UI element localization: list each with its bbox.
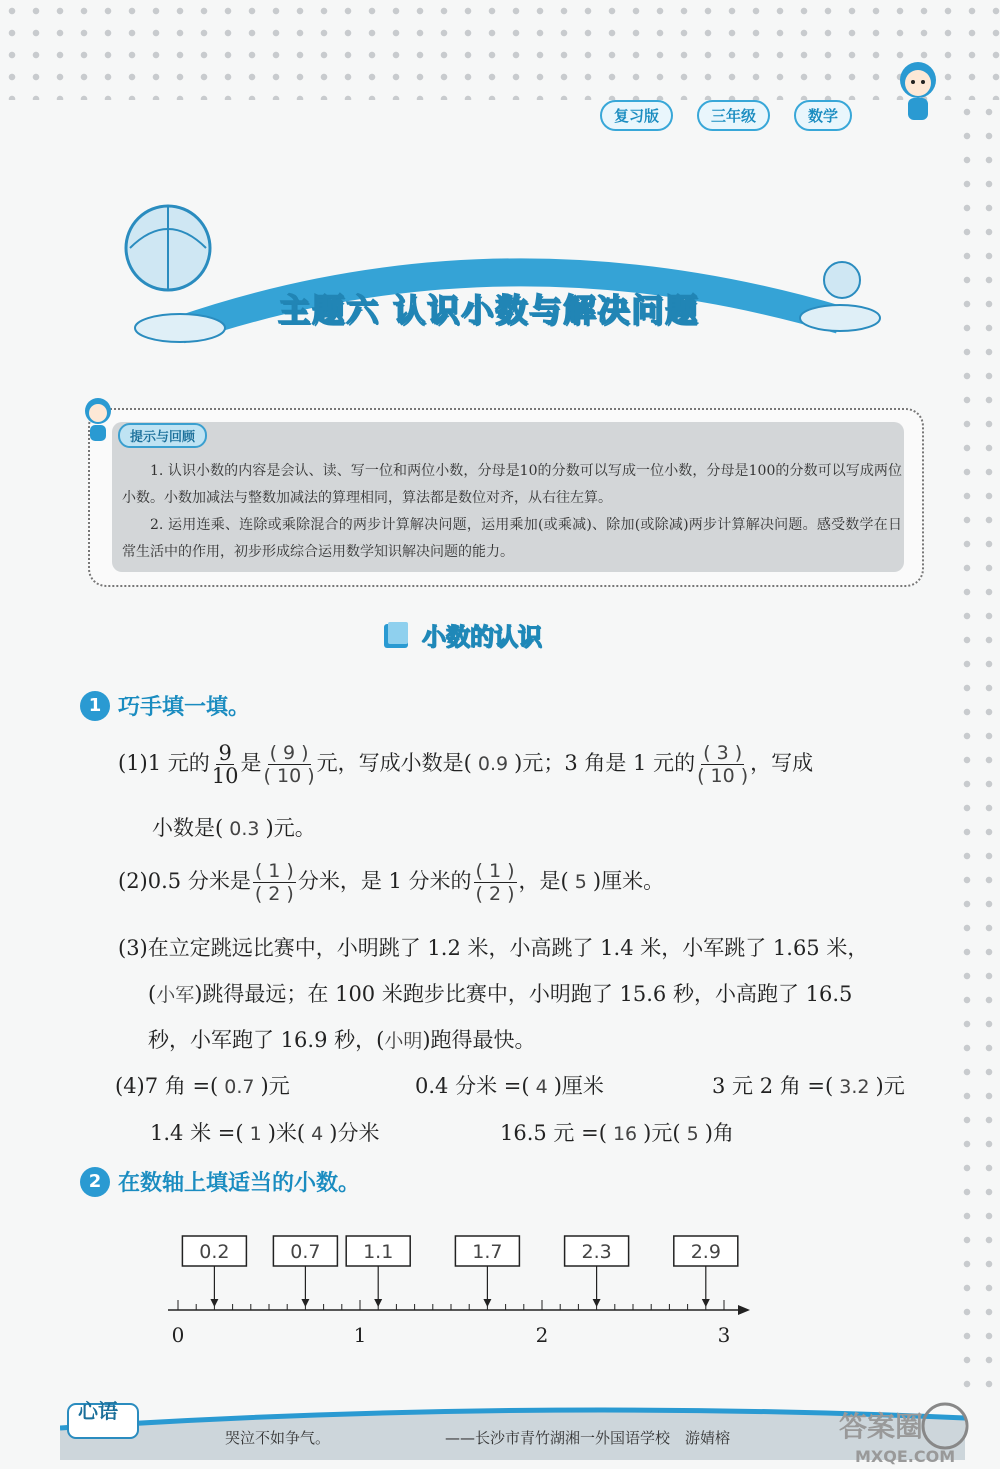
text: (	[148, 982, 157, 1006]
page-title: 主题六 认识小数与解决问题	[278, 291, 700, 329]
subject-badge: 数学	[794, 100, 852, 131]
axis-tick-label: 1	[353, 1323, 367, 1347]
text: ，是(	[518, 869, 569, 893]
answer: 0.3	[223, 818, 266, 840]
q1-part4-item	[500, 1117, 734, 1147]
pointer-arrowhead	[593, 1299, 601, 1307]
text: 16.5 元 =(	[500, 1121, 607, 1145]
text: )厘米。	[592, 869, 665, 893]
text: )元。	[265, 816, 316, 840]
tips-paragraph: 2. 运用连乘、连除或乘除混合的两步计算解决问题，运用乘加(或乘减)、除加(或除减)两步计算解决问题。感受数学在日常生活中的作用，初步形成综合运用数学知识解决问题的能力。	[122, 517, 902, 560]
dotted-border-right	[956, 100, 1000, 1390]
answer: 3.2	[833, 1076, 876, 1098]
text: )跑得最快。	[422, 1028, 536, 1052]
section-title-text: 小数的认识	[422, 623, 542, 651]
watermark-logo	[835, 1398, 975, 1468]
text: )元	[875, 1074, 905, 1098]
answer: 小明	[384, 1030, 423, 1052]
text: )元(	[643, 1121, 681, 1145]
question-title: 在数轴上填适当的小数。	[118, 1171, 361, 1196]
grade-badge: 三年级	[697, 100, 770, 131]
q1-part1-line2	[152, 812, 316, 842]
numerator: ( 3 )	[703, 742, 743, 764]
answer: 16	[606, 1123, 644, 1145]
numerator: ( 1 )	[254, 860, 294, 882]
denominator: ( 2 )	[254, 883, 294, 905]
question-1-heading	[80, 690, 250, 721]
text: 1.4 米 =(	[150, 1121, 244, 1145]
question-number: 2	[80, 1167, 110, 1197]
q1-part4-item	[415, 1070, 604, 1100]
text: 3 元 2 角 =(	[712, 1074, 834, 1098]
q1-part3-line3	[148, 1024, 536, 1054]
pointer-arrowhead	[301, 1299, 309, 1307]
axis-tick-label: 3	[717, 1323, 731, 1347]
tips-paragraph: 1. 认识小数的内容是会认、读、写一位和两位小数，分母是10的分数可以写成一位小数，分母是100的分数可以写成两位小数。小数加减法与整数加减法的算理相同，算法都是数位对齐，从右往左算。	[122, 463, 902, 506]
watermark-text: 答案圈	[839, 1410, 924, 1443]
text: )角	[704, 1121, 734, 1145]
edition-badge: 复习版	[600, 100, 673, 131]
text: )元；3 角是 1 元的	[514, 751, 696, 775]
q1-part4-item	[115, 1070, 290, 1100]
pointer-arrowhead	[483, 1299, 491, 1307]
denominator: ( 10 )	[697, 765, 749, 787]
text: (1)1 元的	[118, 751, 210, 775]
answer: 小军	[156, 984, 195, 1006]
answer-box-value: 1.1	[363, 1241, 394, 1263]
text: )分米	[329, 1121, 380, 1145]
axis-tick-label: 2	[535, 1323, 549, 1347]
text: )厘米	[553, 1074, 604, 1098]
q1-part2	[118, 860, 664, 905]
answer-box-value: 1.7	[472, 1241, 503, 1263]
text: (4)7 角 =(	[115, 1074, 219, 1098]
dotted-border-top	[0, 0, 1000, 100]
denominator: 10	[211, 764, 239, 788]
answer: 1	[243, 1123, 268, 1145]
axis-tick-label: 0	[171, 1323, 185, 1347]
axis-arrow	[738, 1305, 750, 1315]
number-line	[160, 1230, 760, 1355]
answer: 0.9	[471, 753, 515, 775]
q1-part3-line1: (3)在立定跳远比赛中，小明跳了 1.2 米，小高跳了 1.4 米，小军跳了 1.65 米，	[118, 936, 869, 960]
girl-mascot-icon	[895, 58, 941, 128]
denominator: ( 10 )	[263, 765, 315, 787]
text: 元，写成小数是(	[316, 751, 472, 775]
footer-quote: 哭泣不如争气。	[225, 1429, 331, 1447]
question-title: 巧手填一填。	[118, 695, 251, 720]
text: )米(	[267, 1121, 306, 1145]
fraction-answer	[264, 742, 315, 787]
footer-author: ——长沙市青竹湖湘一外国语学校 游婧榕	[445, 1429, 731, 1447]
answer: 0.7	[218, 1076, 261, 1098]
tips-text	[122, 458, 902, 566]
text: ，写成	[750, 751, 814, 775]
answer: 4	[305, 1123, 330, 1145]
pointer-arrowhead	[374, 1299, 382, 1307]
pointer-arrowhead	[210, 1299, 218, 1307]
title-banner-art	[120, 200, 890, 360]
answer-box-value: 0.2	[199, 1241, 230, 1263]
watermark-url: MXQE.COM	[855, 1447, 956, 1466]
numerator: 9	[218, 741, 232, 765]
answer-box-value: 2.3	[581, 1241, 612, 1263]
answer: 5	[680, 1123, 705, 1145]
fraction-answer	[474, 860, 517, 905]
q1-part3-line2	[148, 978, 852, 1008]
fraction	[212, 742, 239, 787]
footer-label: 心语	[78, 1399, 118, 1423]
fraction-answer	[253, 860, 296, 905]
answer-box-value: 0.7	[290, 1241, 321, 1263]
q1-part4-item	[150, 1117, 379, 1147]
text: 0.4 分米 =(	[415, 1074, 530, 1098]
text: )元	[260, 1074, 290, 1098]
text: 秒，小军跑了 16.9 秒，(	[148, 1028, 385, 1052]
tips-girl-icon	[78, 395, 118, 445]
text: 分米，是 1 分米的	[297, 869, 472, 893]
question-number: 1	[80, 691, 110, 721]
fraction-answer	[697, 742, 748, 787]
answer: 5	[568, 871, 593, 893]
numerator: ( 9 )	[269, 742, 309, 764]
numerator: ( 1 )	[475, 860, 515, 882]
tips-label: 提示与回顾	[118, 423, 207, 448]
header-badges	[600, 100, 852, 131]
text: (2)0.5 分米是	[118, 869, 251, 893]
question-2-heading	[80, 1166, 360, 1197]
text: 小数是(	[152, 816, 224, 840]
answer-box-value: 2.9	[690, 1241, 721, 1263]
book-icon	[380, 618, 414, 652]
denominator: ( 2 )	[475, 883, 515, 905]
answer: 4	[529, 1076, 554, 1098]
text: 是	[240, 751, 262, 775]
pointer-arrowhead	[702, 1299, 710, 1307]
q1-part4-item	[712, 1070, 905, 1100]
text: )跳得最远；在 100 米跑步比赛中，小明跑了 15.6 秒，小高跑了 16.5	[194, 982, 853, 1006]
q1-part1-line1	[118, 742, 813, 787]
section-title	[380, 617, 542, 652]
